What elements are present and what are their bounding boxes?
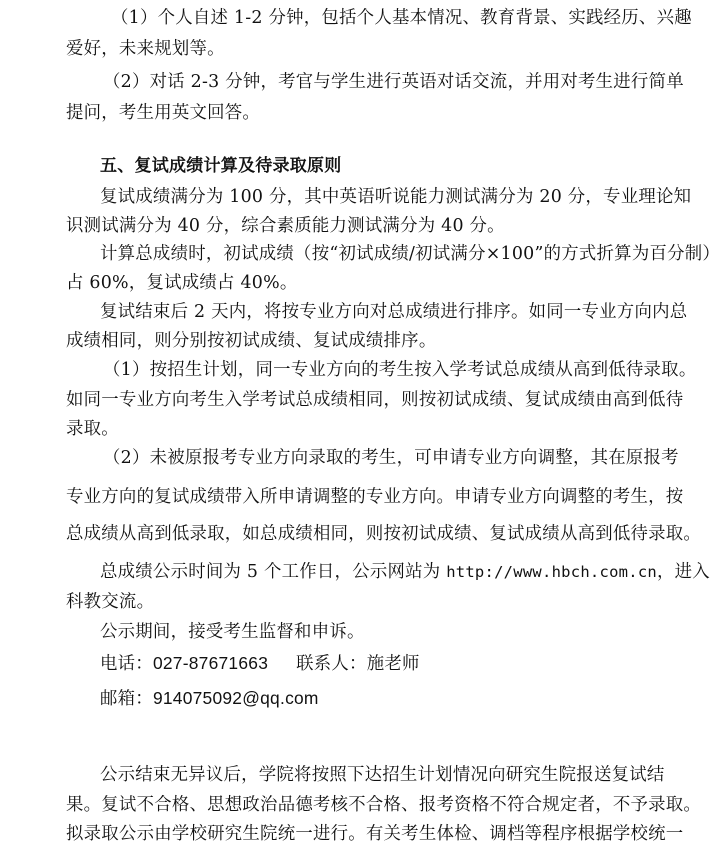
email-label: 邮箱： [100,689,153,709]
closing-paragraph-line-1: 公示结束无异议后，学院将按照下达招生计划情况向研究生院报送复试结 [100,765,665,785]
closing-paragraph-line-2: 果。复试不合格、思想政治品德考核不合格、报考资格不符合规定者，不予录取。 [66,795,702,815]
phone-number: 027-87671663 [152,653,269,673]
admission-rule-1-line-1: （1）按招生计划，同一专业方向的考生按入学考试总成绩从高到低待录取。 [103,360,697,380]
interview-item-1-line-2: 爱好，未来规划等。 [66,39,225,59]
interview-item-2-line-2: 提问，考生用英文回答。 [66,103,261,123]
interview-item-2-line-1: （2）对话 2-3 分钟，考官与学生进行英语对话交流，并用对考生进行简单 [103,72,684,92]
supervision-note: 公示期间，接受考生监督和申诉。 [100,622,365,642]
publicity-paragraph-line-1 [100,560,710,584]
phone-label: 电话： [100,654,153,674]
admission-rule-1-line-3: 录取。 [66,419,119,439]
admission-rule-2-line-3: 总成绩从高到低录取，如总成绩相同，则按初试成绩、复试成绩从高到低待录取。 [66,524,702,544]
contact-person-label: 联系人： [296,654,367,674]
contact-person: 施老师 [366,654,420,674]
total-score-paragraph-line-2: 占 60%，复试成绩占 40%。 [66,273,298,293]
interview-item-1-line-1: （1）个人自述 1-2 分钟，包括个人基本情况、教育背景、实践经历、兴趣 [111,8,692,28]
admission-rule-2-line-1: （2）未被原报考专业方向录取的考生，可申请专业方向调整，其在原报考 [103,448,679,468]
contact-line [100,651,420,676]
admission-rule-2-line-2: 专业方向的复试成绩带入所申请调整的专业方向。申请专业方向调整的考生，按 [66,487,684,507]
ranking-paragraph-line-2: 成绩相同，则分别按初试成绩、复试成绩排序。 [66,331,437,351]
publicity-paragraph-line-2: 科教交流。 [66,592,155,612]
score-paragraph-line-1: 复试成绩满分为 100 分，其中英语听说能力测试满分为 20 分，专业理论知 [100,187,692,207]
email-address[interactable]: 914075092@qq.com [152,688,319,708]
ranking-paragraph-line-1: 复试结束后 2 天内，将按专业方向对总成绩进行排序。如同一专业方向内总 [100,302,688,322]
admission-rule-1-line-2: 如同一专业方向考生入学考试总成绩相同，则按初试成绩、复试成绩由高到低待 [66,390,684,410]
closing-paragraph-line-3: 拟录取公示由学校研究生院统一进行。有关考生体检、调档等程序根据学校统一 [66,824,684,844]
section-heading: 五、复试成绩计算及待录取原则 [100,156,342,176]
website-link[interactable]: http://www.hbch.com.cn [446,563,657,581]
publicity-text-end: ，进入 [657,562,710,582]
email-line [100,686,319,711]
total-score-paragraph-line-1: 计算总成绩时，初试成绩（按“初试成绩/初试满分×100”的方式折算为百分制） [100,244,721,264]
score-paragraph-line-2: 识测试满分为 40 分，综合素质能力测试满分为 40 分。 [66,216,505,236]
publicity-text: 总成绩公示时间为 5 个工作日，公示网站为 [100,562,447,582]
